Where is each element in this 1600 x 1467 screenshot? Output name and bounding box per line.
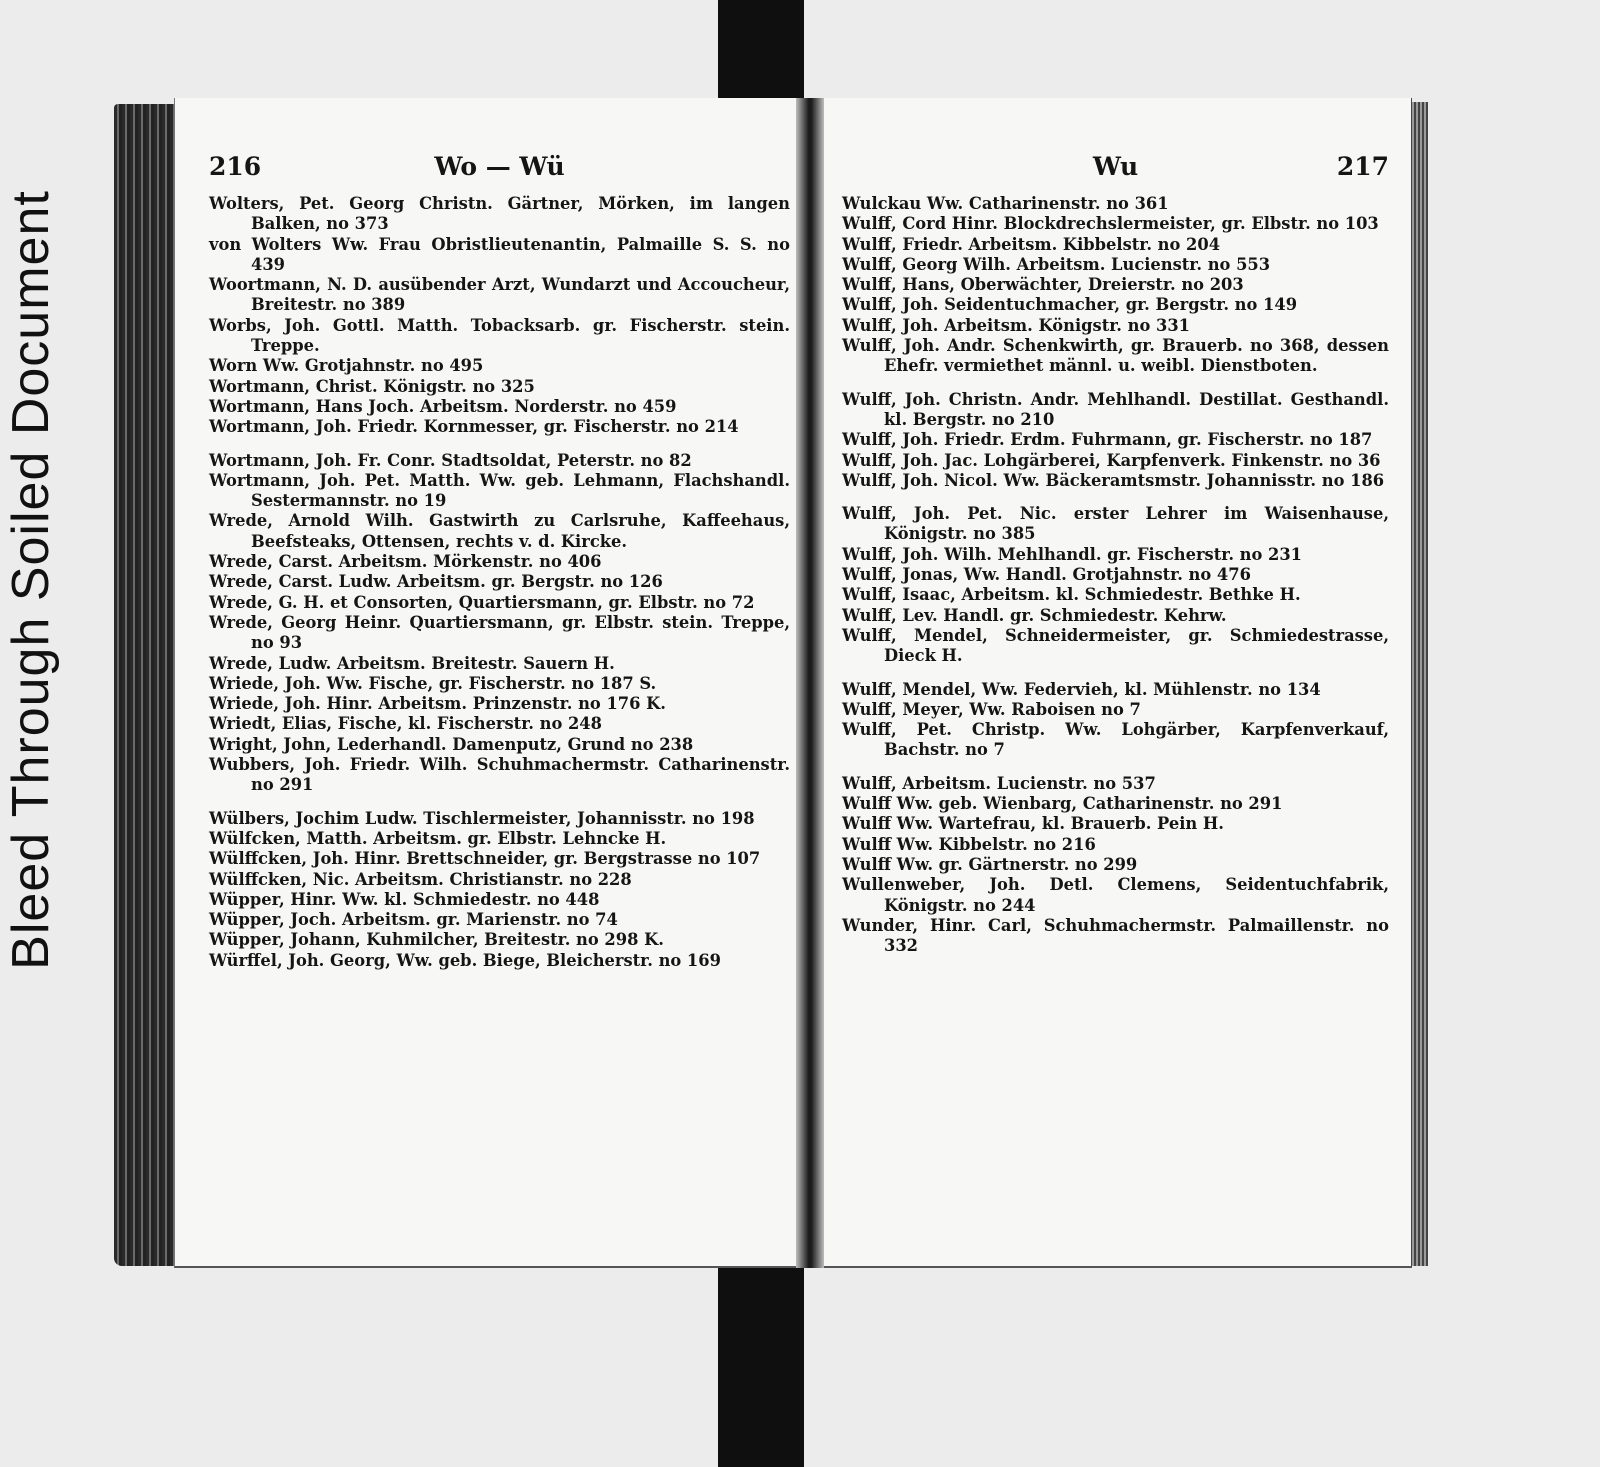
directory-entry: Wulff, Joh. Pet. Nic. erster Lehrer im Waisenhause, Königstr. no 385: [842, 504, 1389, 544]
directory-entry: Wulff, Joh. Wilh. Mehlhandl. gr. Fischerstr. no 231: [842, 544, 1303, 564]
directory-entry: Wulff, Joh. Christn. Andr. Mehlhandl. Destillat. Gesthandl. kl. Bergstr. no 210: [842, 389, 1389, 429]
directory-entry: Woortmann, N. D. ausübender Arzt, Wundarzt und Accoucheur, Breitestr. no 389: [209, 275, 790, 315]
page-number: 217: [1336, 152, 1389, 181]
directory-entry: Wulff, Joh. Andr. Schenkwirth, gr. Brauerb. no 368, dessen Ehefr. vermiethet männl. u. weibl. Dienstboten.: [842, 336, 1389, 376]
directory-entry: Wulff, Isaac, Arbeitsm. kl. Schmiedestr. Bethke H.: [842, 585, 1301, 605]
directory-entry: Wortmann, Hans Joch. Arbeitsm. Norderstr. no 459: [209, 396, 677, 416]
directory-entry: Wüpper, Joch. Arbeitsm. gr. Marienstr. no 74: [209, 910, 618, 930]
directory-entry: Wrede, Carst. Ludw. Arbeitsm. gr. Bergstr. no 126: [209, 572, 663, 592]
right-page-header: [842, 152, 1389, 188]
directory-entry: Wubbers, Joh. Friedr. Wilh. Schuhmachermstr. Catharinenstr. no 291: [209, 755, 790, 795]
directory-entry: Wulff Ww. gr. Gärtnerstr. no 299: [842, 854, 1138, 874]
directory-entry: Wulff Ww. Kibbelstr. no 216: [842, 834, 1096, 854]
page-edges-left: [114, 104, 178, 1266]
directory-entry: Wulff, Pet. Christp. Ww. Lohgärber, Karpfenverkauf, Bachstr. no 7: [842, 720, 1389, 760]
left-page-header: [209, 152, 790, 188]
directory-entry: Wulff, Joh. Seidentuchmacher, gr. Bergstr. no 149: [842, 295, 1298, 315]
directory-entry: Wulff, Jonas, Ww. Handl. Grotjahnstr. no 476: [842, 565, 1251, 585]
directory-entry: Wülfcken, Matth. Arbeitsm. gr. Elbstr. Lehncke H.: [209, 828, 667, 848]
directory-entry: Wulff, Lev. Handl. gr. Schmiedestr. Kehrw.: [842, 605, 1227, 625]
directory-entry: Wrede, Arnold Wilh. Gastwirth zu Carlsruhe, Kaffeehaus, Beefsteaks, Ottensen, rechts v. d. Kircke.: [209, 511, 790, 551]
directory-entry: Wrede, G. H. et Consorten, Quartiersmann, gr. Elbstr. no 72: [209, 592, 755, 612]
directory-entry: Wrede, Georg Heinr. Quartiersmann, gr. Elbstr. stein. Treppe, no 93: [209, 612, 790, 653]
directory-entry: Wrede, Carst. Arbeitsm. Mörkenstr. no 406: [209, 552, 602, 572]
directory-entry: Wulff, Joh. Arbeitsm. Königstr. no 331: [842, 315, 1190, 335]
directory-entry: Wullenweber, Joh. Detl. Clemens, Seidentuchfabrik, Königstr. no 244: [842, 875, 1389, 915]
directory-entry: Wortmann, Joh. Fr. Conr. Stadtsoldat, Peterstr. no 82: [209, 450, 692, 470]
page-number: 216: [209, 152, 262, 181]
left-page: [174, 98, 812, 1268]
right-entry-list: [842, 194, 1389, 956]
directory-entry: Wulff, Joh. Jac. Lohgärberei, Karpfenverk. Finkenstr. no 36: [842, 450, 1381, 470]
directory-entry: Wriede, Joh. Hinr. Arbeitsm. Prinzenstr. no 176 K.: [209, 694, 666, 714]
directory-entry: Wulff, Mendel, Schneidermeister, gr. Schmiedestrasse, Dieck H.: [842, 625, 1389, 666]
directory-entry: Wunder, Hinr. Carl, Schuhmachermstr. Palmaillenstr. no 332: [842, 915, 1389, 956]
directory-entry: Wülbers, Jochim Ludw. Tischlermeister, Johannisstr. no 198: [209, 808, 755, 828]
open-book: [112, 92, 1442, 1274]
page-edges-right: [1410, 102, 1428, 1266]
directory-entry: Würffel, Joh. Georg, Ww. geb. Biege, Bleicherstr. no 169: [209, 950, 721, 970]
directory-entry: von Wolters Ww. Frau Obristlieutenantin, Palmaille S. S. no 439: [209, 234, 790, 274]
directory-entry: Wulff, Joh. Nicol. Ww. Bäckeramtsmstr. Johannisstr. no 186: [842, 470, 1385, 490]
left-entry-list: [209, 194, 790, 971]
directory-entry: Wulff, Cord Hinr. Blockdrechslermeister, gr. Elbstr. no 103: [842, 214, 1379, 234]
directory-entry: Wortmann, Joh. Pet. Matth. Ww. geb. Lehmann, Flachshandl. Sestermannstr. no 19: [209, 470, 790, 511]
directory-entry: Wulff Ww. Wartefrau, kl. Brauerb. Pein H.: [842, 814, 1224, 834]
directory-entry: Wülffcken, Joh. Hinr. Brettschneider, gr. Bergstrasse no 107: [209, 849, 761, 869]
right-page: [808, 98, 1412, 1268]
running-head: Wu: [1092, 152, 1139, 181]
directory-entry: Wüpper, Hinr. Ww. kl. Schmiedestr. no 448: [209, 889, 600, 909]
book-gutter: [796, 98, 824, 1268]
directory-entry: Wolters, Pet. Georg Christn. Gärtner, Mörken, im langen Balken, no 373: [209, 194, 790, 234]
directory-entry: Wulff Ww. geb. Wienbarg, Catharinenstr. no 291: [842, 794, 1283, 814]
directory-entry: Wriede, Joh. Ww. Fische, gr. Fischerstr. no 187 S.: [209, 673, 657, 693]
directory-entry: Wülffcken, Nic. Arbeitsm. Christianstr. no 228: [209, 869, 632, 889]
running-head: Wo — Wü: [434, 152, 565, 181]
directory-entry: Wulff, Friedr. Arbeitsm. Kibbelstr. no 204: [842, 234, 1221, 254]
directory-entry: Worn Ww. Grotjahnstr. no 495: [209, 356, 484, 376]
directory-entry: Wulff, Georg Wilh. Arbeitsm. Lucienstr. no 553: [842, 254, 1271, 274]
directory-entry: Wulckau Ww. Catharinenstr. no 361: [842, 194, 1169, 213]
directory-entry: Wulff, Arbeitsm. Lucienstr. no 537: [842, 773, 1156, 793]
directory-entry: Wriedt, Elias, Fische, kl. Fischerstr. no 248: [209, 714, 602, 734]
directory-entry: Wortmann, Christ. Königstr. no 325: [209, 376, 535, 396]
directory-entry: Wulff, Mendel, Ww. Federvieh, kl. Mühlenstr. no 134: [842, 679, 1321, 699]
directory-entry: Wright, John, Lederhandl. Damenputz, Grund no 238: [209, 734, 694, 754]
directory-entry: Worbs, Joh. Gottl. Matth. Tobacksarb. gr. Fischerstr. stein. Treppe.: [209, 315, 790, 356]
directory-entry: Wortmann, Joh. Friedr. Kornmesser, gr. Fischerstr. no 214: [209, 417, 739, 437]
directory-entry: Wüpper, Johann, Kuhmilcher, Breitestr. no 298 K.: [209, 930, 664, 950]
directory-entry: Wrede, Ludw. Arbeitsm. Breitestr. Sauern H.: [209, 653, 615, 673]
directory-entry: Wulff, Meyer, Ww. Raboisen no 7: [842, 699, 1141, 719]
directory-entry: Wulff, Hans, Oberwächter, Dreierstr. no 203: [842, 275, 1244, 295]
directory-entry: Wulff, Joh. Friedr. Erdm. Fuhrmann, gr. Fischerstr. no 187: [842, 430, 1373, 450]
side-label: Bleed Through Soiled Document: [2, 190, 60, 970]
